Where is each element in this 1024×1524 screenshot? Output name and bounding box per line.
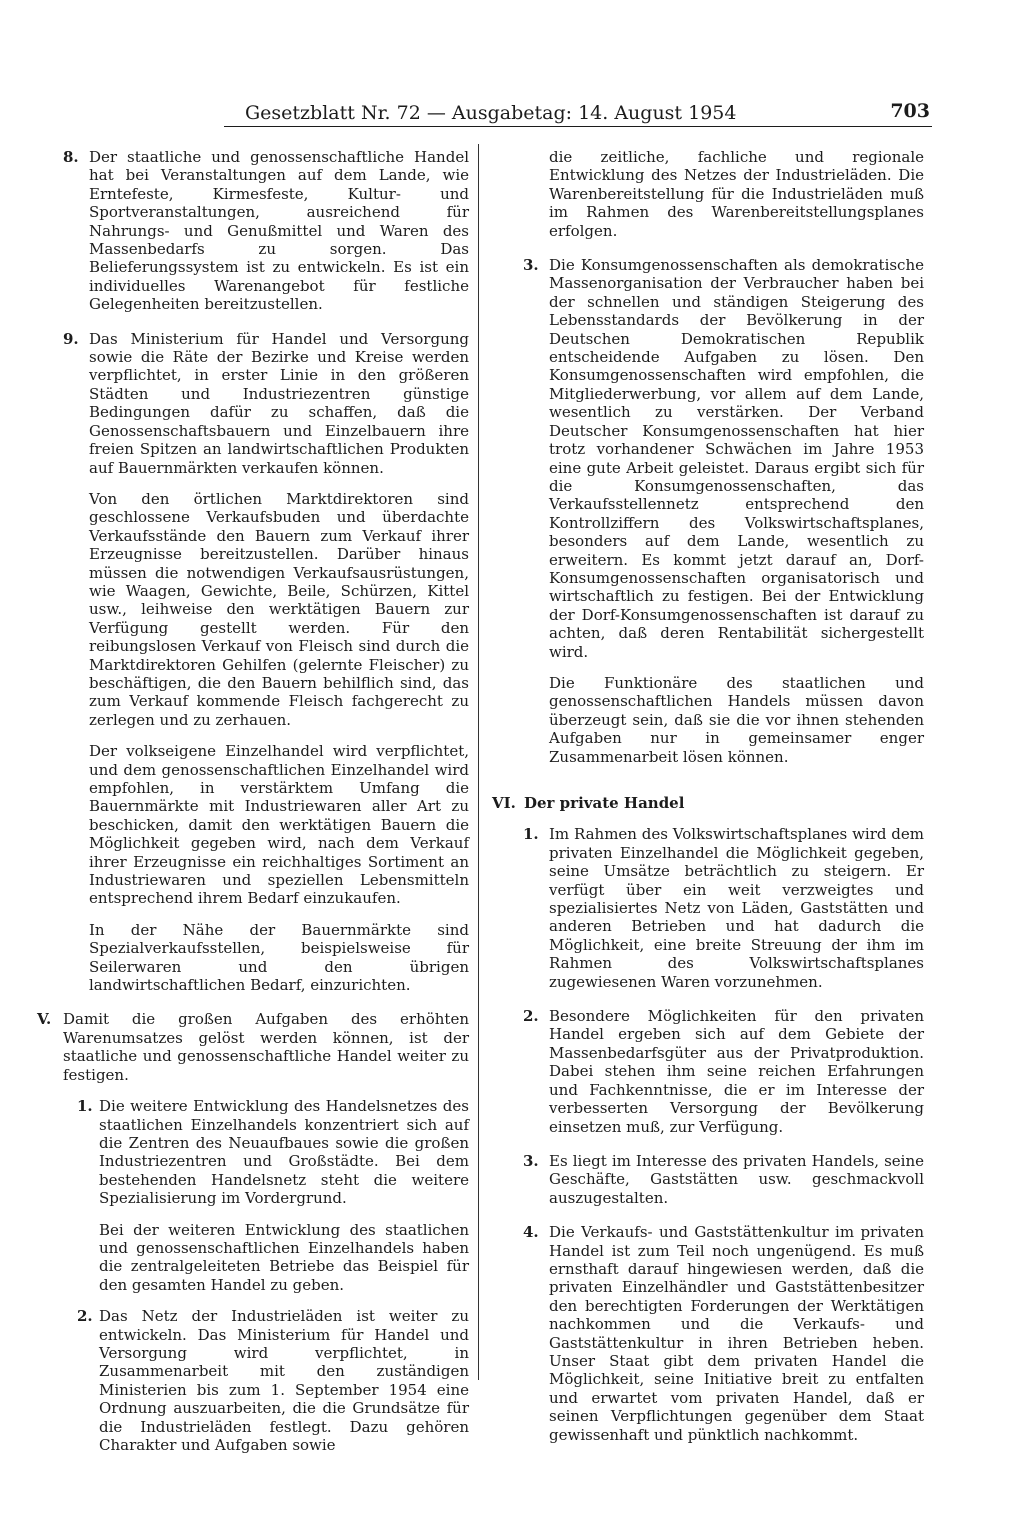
list-item	[37, 1097, 469, 1207]
item-text: Die Verkaufs- und Gaststättenkultur im privaten Handel ist zum Teil noch ungenügend. Es muß ernsthaft darauf hingewiesen werden, daß die privaten Einzelhändler und Gaststättenbesitzer den berechtigten Forderungen der Werktätigen nachkommen und die Verkaufs- und Gaststättenkultur in ihren Betrieben heben. Unser Staat gibt dem privaten Handel die Möglichkeit, seine Initiative breit zu entfalten und erwartet vom privaten Handel, daß er seinen Verpflichtungen gegenüber dem Staat gewissenhaft und pünktlich nachkommt.	[549, 1223, 924, 1444]
item-number: 3.	[523, 1151, 539, 1170]
header-title: Gesetzblatt Nr. 72 — Ausgabetag: 14. August 1954	[245, 102, 737, 124]
section-title: Der private Handel	[524, 794, 685, 812]
section-heading	[492, 794, 924, 812]
item-text: Die Konsumgenossenschaften als demokratische Massenorganisation der Verbraucher haben bei der schnellen und ständigen Steigerung des Lebensstandards der Bevölkerung in der Deutschen Demokratischen Republik entscheidende Aufgaben zu lösen. Den Konsumgenossenschaften wird empfohlen, die Mitgliederwerbung, vor allem auf dem Lande, wesentlich zu verstärken. Der Verband Deutscher Konsumgenossenschaften hat hier trotz vorhandener Schwächen im Jahre 1953 eine gute Arbeit geleistet. Daraus ergibt sich für die Konsumgenossenschaften, das Verkaufsstellennetz entsprechend den Kontrollziffern des Volkswirtschaftsplanes, besonders auf dem Lande, wesentlich zu erweitern. Es kommt jetzt darauf an, Dorf-Konsumgenossenschaften organisatorisch und wirtschaftlich zu festigen. Bei der Entwicklung der Dorf-Konsumgenossenschaften ist darauf zu achten, daß deren Rentabilität sichergestellt wird.	[549, 256, 924, 661]
header-rule	[224, 126, 932, 127]
item-number: 2.	[523, 1007, 539, 1026]
list-item	[37, 330, 469, 477]
item-text: Es liegt im Interesse des privaten Handels, seine Geschäfte, Gaststätten usw. geschmackvoll auszugestalten.	[549, 1151, 924, 1207]
paragraph: In der Nähe der Bauernmärkte sind Spezialverkaufsstellen, beispielsweise für Seilerwaren und den übrigen landwirtschaftlichen Bedarf, einzurichten.	[89, 920, 469, 995]
item-text: Das Netz der Industrieläden ist weiter zu entwickeln. Das Ministerium für Handel und Versorgung wird verpflichtet, in Zusammenarbeit mit den zuständigen Ministerien bis zum 1. September 1954 eine Ordnung auszuarbeiten, die die Grundsätze für die Industrieläden festlegt. Dazu gehören Charakter und Aufgaben sowie	[99, 1307, 469, 1454]
item-number: 1.	[77, 1097, 93, 1116]
section-text: Damit die großen Aufgaben des erhöhten Warenumsatzes gelöst werden können, ist der staatliche und genossenschaftliche Handel weiter zu festigen.	[63, 1010, 469, 1084]
item-text: Im Rahmen des Volkswirtschaftsplanes wird dem privaten Einzelhandel die Möglichkeit gegeben, seine Umsätze beträchtlich zu steigern. Er verfügt über ein weit verzweigtes und spezialisiertes Netz von Läden, Gaststätten und anderen Betrieben und hat dadurch die Möglichkeit, eine breite Streuung der ihm im Rahmen des Volkswirtschaftsplanes zugewiesenen Waren vorzunehmen.	[549, 825, 924, 991]
list-item	[492, 1223, 924, 1444]
item-number: 1.	[523, 825, 539, 844]
left-column	[37, 148, 469, 1454]
item-number: 9.	[63, 329, 79, 348]
item-text: Das Ministerium für Handel und Versorgung sowie die Räte der Bezirke und Kreise werden verpflichtet, in erster Linie in den größeren Städten und Industriezentren günstige Bedingungen dafür zu schaffen, daß die Genossenschaftsbauern und Einzelbauern ihre freien Spitzen an landwirtschaftlichen Produkten auf Bauernmärkten verkaufen können.	[89, 329, 469, 477]
list-item	[492, 256, 924, 661]
list-item	[37, 148, 469, 314]
item-number: 2.	[77, 1307, 93, 1326]
item-text: Der staatliche und genossenschaftliche Handel hat bei Veranstaltungen auf dem Lande, wie Erntefeste, Kirmesfeste, Kultur- und Sportveranstaltungen, ausreichend für Nahrungs- und Genußmittel und Waren des Massenbedarfs zu sorgen. Das Belieferungssystem ist zu entwickeln. Es ist ein individuelles Warenangebot für festliche Gelegenheiten bereitzustellen.	[89, 148, 469, 314]
paragraph: Der volkseigene Einzelhandel wird verpflichtet, und dem genossenschaftlichen Einzelhandel wird empfohlen, in verstärktem Umfang die Bauernmärkte mit Industriewaren aller Art zu beschicken, damit den werktätigen Bauern die Möglichkeit gegeben wird, nach dem Verkauf ihrer Erzeugnisse ein reichhaltiges Sortiment an Industriewaren und speziellen Lebensmitteln entsprechend ihrem Bedarf einzukaufen.	[89, 742, 469, 908]
paragraph: Bei der weiteren Entwicklung des staatlichen und genossenschaftlichen Einzelhandels haben die zentralgeleiteten Betriebe das Beispiel für den gesamten Handel zu geben.	[99, 1220, 469, 1294]
section-v	[37, 1010, 469, 1084]
list-item	[492, 825, 924, 991]
item-text: Besondere Möglichkeiten für den privaten Handel ergeben sich auf dem Gebiete der Massenbedarfsgüter aus der Privatproduktion. Dabei stehen ihm seine reichen Erfahrungen und Fachkenntnisse, die er im Interesse der verbesserten Versorgung der Bevölkerung einsetzen muß, zur Verfügung.	[549, 1007, 924, 1136]
paragraph: Von den örtlichen Marktdirektoren sind geschlossene Verkaufsbuden und überdachte Verkaufsstände den Bauern zum Verkauf ihrer Erzeugnisse bereitzustellen. Darüber hinaus müssen die notwendigen Verkaufsausrüstungen, wie Waagen, Gewichte, Beile, Schürzen, Kittel usw., leihweise den werktätigen Bauern zur Verfügung gestellt werden. Für den reibungslosen Verkauf von Fleisch sind durch die Marktdirektoren Gehilfen (gelernte Fleischer) zu beschäftigen, die den Bauern behilflich sind, das zum Verkauf kommende Fleisch fachgerecht zu zerlegen und zu zerhauen.	[89, 489, 469, 729]
item-text: Die weitere Entwicklung des Handelsnetzes des staatlichen Einzelhandels konzentriert sich auf die Zentren des Neuaufbaues sowie die großen Industriezentren und Großstädte. Bei dem bestehenden Handelsnetz steht die weitere Spezialisierung im Vordergrund.	[99, 1097, 469, 1208]
list-item	[37, 1307, 469, 1454]
paragraph: Die Funktionäre des staatlichen und genossenschaftlichen Handels müssen davon überzeugt sein, daß sie die vor ihnen stehenden Aufgaben nur in gemeinsamer enger Zusammenarbeit lösen können.	[549, 673, 924, 766]
paragraph: die zeitliche, fachliche und regionale Entwicklung des Netzes der Industrieläden. Die Warenbereitstellung für die Industrieläden muß im Rahmen des Warenbereitstellungsplanes erfolgen.	[549, 148, 924, 240]
item-number: 4.	[523, 1223, 539, 1242]
item-number: 8.	[63, 148, 79, 166]
list-item	[492, 1152, 924, 1207]
list-item	[492, 1007, 924, 1136]
item-number: 3.	[523, 256, 539, 275]
right-column	[492, 148, 924, 1444]
page-header	[224, 100, 930, 126]
column-divider	[478, 144, 479, 1380]
section-number: V.	[37, 1010, 52, 1029]
section-number: VI.	[492, 794, 516, 812]
page-number: 703	[890, 100, 930, 122]
